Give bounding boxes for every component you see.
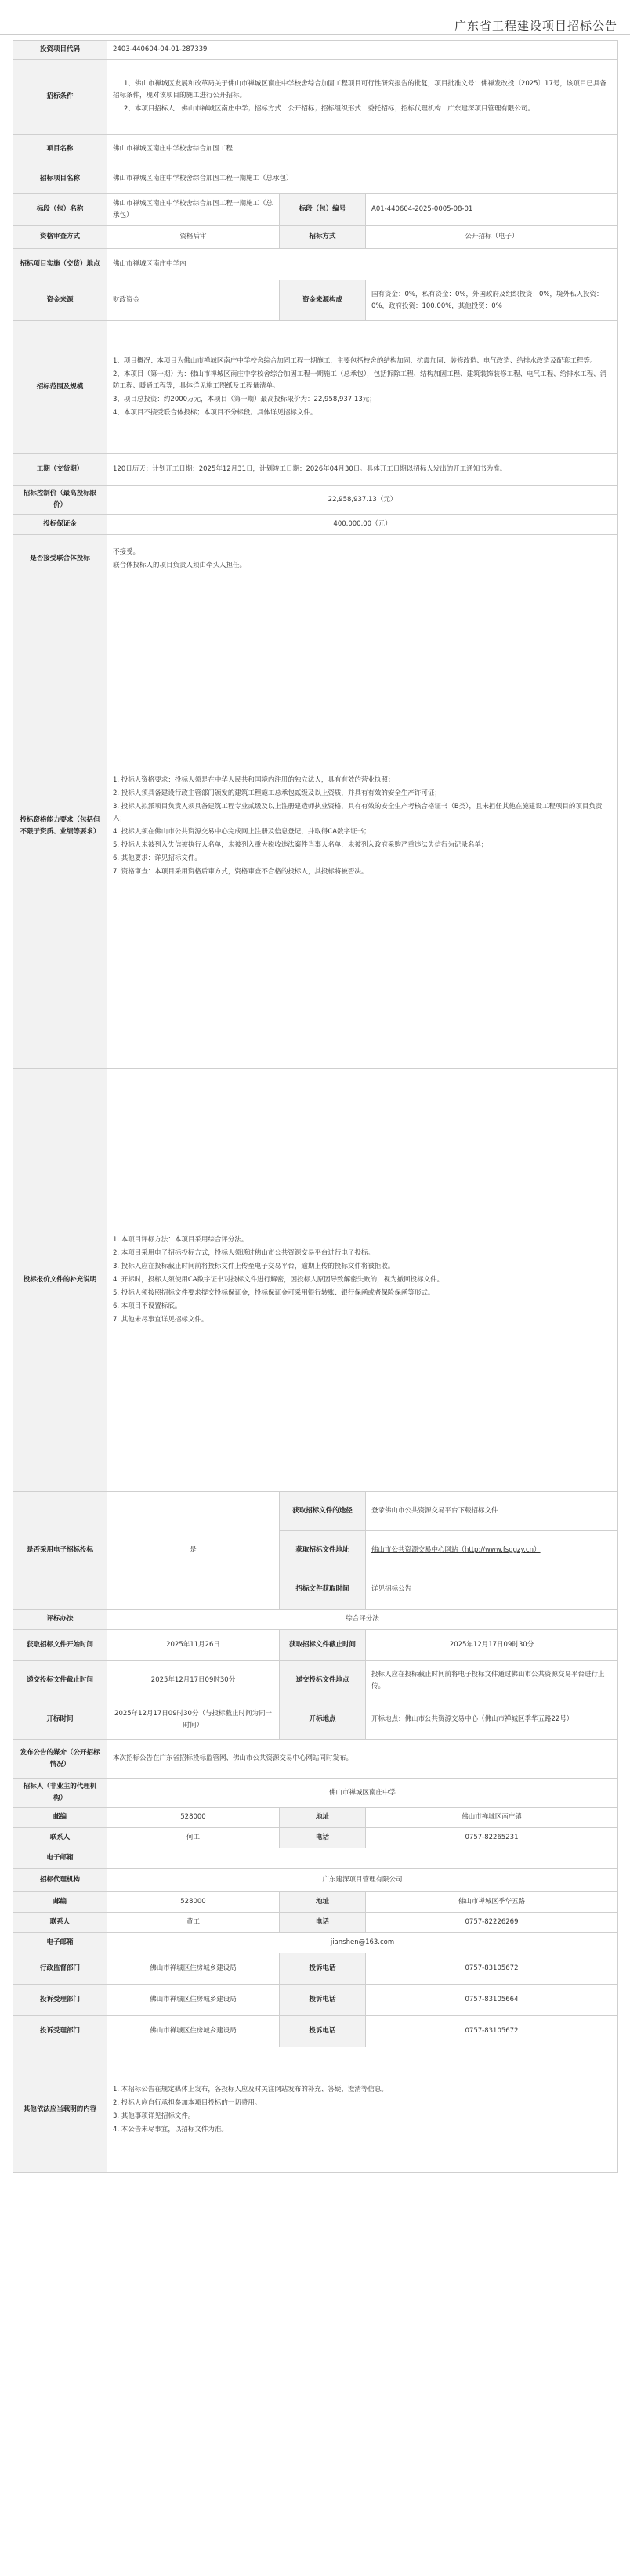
label-scope: 招标范围及规模: [13, 321, 107, 454]
label-get-doc: 获取招标文件的途径: [280, 1492, 366, 1531]
row-tenderer-info: [13, 1808, 618, 1828]
value-deposit: 400,000.00（元）: [107, 515, 618, 535]
label-bid-method: 招标方式: [280, 226, 366, 249]
joint-para: 联合体投标人的项目负责人须由牵头人担任。: [113, 561, 247, 569]
value-doc-time: 详见招标公告: [366, 1570, 618, 1610]
row-deadline: [13, 1661, 618, 1700]
label-tender-name: 招标项目名称: [13, 164, 107, 194]
value-agency-addr: 佛山市禅城区季华五路: [366, 1892, 618, 1913]
other-para: 2. 投标人应自行承担参加本项目投标的一切费用。: [113, 2098, 262, 2107]
value-supervise-phone: 0757-83105672: [366, 1953, 618, 1985]
scope-para: 4、本项目不接受联合体投标；本项目不分标段。具体详见招标文件。: [113, 409, 317, 417]
row-agency-info: [13, 1933, 618, 1953]
announcement-table: [13, 40, 618, 2173]
label-max-price: 招标控制价（最高投标限价）: [13, 486, 107, 515]
value-project-name: 佛山市禅城区南庄中学校舍综合加固工程: [107, 135, 618, 164]
label-duration: 工期（交货期）: [13, 454, 107, 486]
label-deadline: 递交投标文件截止时间: [13, 1661, 107, 1700]
page-title: 广东省工程建设项目招标公告: [454, 19, 617, 33]
label-agency-phone: 电话: [280, 1913, 366, 1933]
joint-para: 不接受。: [113, 547, 140, 556]
label-qualification: 投标资格能力要求（包括但不限于资质、业绩等要求）: [13, 583, 107, 1069]
value-tenderer-zip: 528000: [107, 1808, 280, 1828]
label-doc-time: 招标文件获取时间: [280, 1570, 366, 1610]
other-para: 1. 本招标公告在规定媒体上发布，各投标人应及时关注网站发布的补充、答疑、澄清等信息。: [113, 2085, 388, 2094]
conditions-para: 2、本项目招标人：佛山市禅城区南庄中学；招标方式：公开招标；招标组织形式：委托招标；招标代理机构：广东建深项目管理有限公司。: [124, 105, 534, 113]
value-deadline: 2025年12月17日09时30分: [107, 1661, 280, 1700]
scope-para: 1、项目概况：本项目为佛山市禅城区南庄中学校舍综合加固工程一期施工，主要包括校舍的结构加固、抗震加固、装修改造、电气改造、给排水改造及配套工程等。: [113, 357, 597, 365]
label-joint: 是否接受联合体投标: [13, 535, 107, 583]
other-para: 4. 本公告未尽事宜，以招标文件为准。: [113, 2125, 228, 2133]
qualification-para: 5. 投标人未被列入失信被执行人名单，未被列入重大税收违法案件当事人名单，未被列入政府采购严重违法失信行为记录名单；: [113, 840, 488, 849]
value-tenderer-addr: 佛山市禅城区南庄镇: [366, 1808, 618, 1828]
value-other: [107, 2047, 618, 2173]
value-agency-contact: 黄工: [107, 1913, 280, 1933]
value-get-doc: 登录佛山市公共资源交易平台下载招标文件: [366, 1492, 618, 1531]
value-submit-place: 投标人应在投标截止时间前将电子投标文件通过佛山市公共资源交易平台进行上传。: [366, 1661, 618, 1700]
label-supervise: 行政监督部门: [13, 1953, 107, 1985]
value-supervise-phone: 0757-83105672: [366, 2016, 618, 2047]
label-tenderer-email: 电子邮箱: [13, 1848, 107, 1869]
bid-method-para: 3. 投标人应在投标截止时间前将投标文件上传至电子交易平台，逾期上传的投标文件将被拒收。: [113, 1263, 395, 1270]
label-project-name: 项目名称: [13, 135, 107, 164]
qualification-para: 6. 其他要求：详见招标文件。: [113, 854, 201, 862]
label-agency-addr: 地址: [280, 1892, 366, 1913]
label-tenderer: 招标人（非业主的代理机构）: [13, 1779, 107, 1808]
bid-method-para: 4. 开标时，投标人须使用CA数字证书对投标文件进行解密，因投标人原因导致解密失败的，视为撤回投标文件。: [113, 1276, 444, 1284]
label-deposit: 投标保证金: [13, 515, 107, 535]
bid-method-para: 1. 本项目评标方法：本项目采用综合评分法。: [113, 1236, 248, 1244]
value-agency-zip: 528000: [107, 1892, 280, 1913]
row-location: [13, 249, 618, 280]
label-get-start: 获取招标文件开始时间: [13, 1630, 107, 1661]
value-doc-address[interactable]: 佛山市公共资源交易中心网站（http://www.fsggzy.cn）: [366, 1531, 618, 1570]
conditions-para: 1、佛山市禅城区发展和改革局关于佛山市禅城区南庄中学校舍综合加固工程项目可行性研究报告的批复，项目批准文号：佛禅发改投〔2025〕17号，该项目已具备招标条件，现对该项目的施工进行公开招标。: [113, 80, 606, 99]
label-publish: 发布公告的媒介（公开招标情况）: [13, 1740, 107, 1779]
value-section: 佛山市禅城区南庄中学校舍综合加固工程一期施工（总承包）: [107, 194, 280, 226]
label-supervise-phone: 投诉电话: [280, 1985, 366, 2016]
label-tenderer-addr: 地址: [280, 1808, 366, 1828]
value-open: 2025年12月17日09时30分（与投标截止时间为同一时间）: [107, 1700, 280, 1740]
row-open: [13, 1700, 618, 1740]
row-agency: [13, 1869, 618, 1892]
row-tenderer-info: [13, 1828, 618, 1848]
value-get-start: 2025年11月26日: [107, 1630, 280, 1661]
value-agency-phone: 0757-82226269: [366, 1913, 618, 1933]
value-supervise: 佛山市禅城区住房城乡建设局: [107, 1953, 280, 1985]
label-eval: 评标办法: [13, 1610, 107, 1630]
qualification-para: 2. 投标人须具备建设行政主管部门颁发的建筑工程施工总承包贰级及以上资质，并具有有效的安全生产许可证；: [113, 789, 441, 797]
value-tenderer-email: [107, 1848, 618, 1869]
value-bid-method: 公开招标（电子）: [366, 226, 618, 249]
row-project-code: [13, 41, 618, 60]
value-agency-email: jianshen@163.com: [107, 1933, 618, 1953]
row-tender-name: [13, 164, 618, 194]
value-electronic: 是: [107, 1492, 280, 1610]
value-bid-method-note: [107, 1069, 618, 1492]
value-publish: 本次招标公告在广东省招标投标监管网、佛山市公共资源交易中心网站同时发布。: [107, 1740, 618, 1779]
label-tenderer-contact: 联系人: [13, 1828, 107, 1848]
value-conditions: [107, 60, 618, 135]
row-bid-eval: [13, 226, 618, 249]
row-funding: [13, 280, 618, 321]
label-conditions: 招标条件: [13, 60, 107, 135]
value-open-place: 开标地点：佛山市公共资源交易中心（佛山市禅城区季华五路22号）: [366, 1700, 618, 1740]
label-open-place: 开标地点: [280, 1700, 366, 1740]
row-publish: [13, 1740, 618, 1779]
value-max-price: 22,958,937.13（元）: [107, 486, 618, 515]
row-electronic: [13, 1492, 618, 1531]
label-get-end: 获取招标文件截止时间: [280, 1630, 366, 1661]
row-scope: [13, 321, 618, 454]
label-bid-method-note: 投标报价文件的补充说明: [13, 1069, 107, 1492]
label-bid-eval: 资格审查方式: [13, 226, 107, 249]
row-tenderer: [13, 1779, 618, 1808]
value-agency: 广东建深项目管理有限公司: [107, 1869, 618, 1892]
row-supervise: [13, 1985, 618, 2016]
row-other: [13, 2047, 618, 2173]
row-section: [13, 194, 618, 226]
value-bid-eval: 资格后审: [107, 226, 280, 249]
row-bid-method: [13, 1069, 618, 1492]
row-agency-info: [13, 1892, 618, 1913]
row-qualification: [13, 583, 618, 1069]
value-tenderer-contact: 何工: [107, 1828, 280, 1848]
label-funding-ratio: 资金来源构成: [280, 280, 366, 321]
value-get-end: 2025年12月17日09时30分: [366, 1630, 618, 1661]
row-agency-info: [13, 1913, 618, 1933]
value-joint: [107, 535, 618, 583]
value-section-code: A01-440604-2025-0005-08-01: [366, 194, 618, 226]
label-doc-address: 获取招标文件地址: [280, 1531, 366, 1570]
label-agency-zip: 邮编: [13, 1892, 107, 1913]
value-duration: 120日历天；计划开工日期：2025年12月31日，计划竣工日期：2026年04月30日。具体开工日期以招标人发出的开工通知书为准。: [107, 454, 618, 486]
value-supervise: 佛山市禅城区住房城乡建设局: [107, 1985, 280, 2016]
label-agency-contact: 联系人: [13, 1913, 107, 1933]
label-other: 其他依法应当载明的内容: [13, 2047, 107, 2173]
qualification-para: 3. 投标人拟派项目负责人须具备建筑工程专业贰级及以上注册建造师执业资格，具有有效的安全生产考核合格证书（B类），且未担任其他在施建设工程项目的项目负责人；: [113, 802, 603, 822]
label-electronic: 是否采用电子招标投标: [13, 1492, 107, 1610]
value-funding-ratio: 国有资金：0%，私有资金：0%，外国政府及组织投资：0%，境外私人投资：0%，政府投资：100.00%，其他投资：0%: [366, 280, 618, 321]
row-project-name: [13, 135, 618, 164]
value-eval: 综合评分法: [107, 1610, 618, 1630]
row-duration: [13, 454, 618, 486]
bid-method-para: 2. 本项目采用电子招标投标方式，投标人须通过佛山市公共资源交易平台进行电子投标。: [113, 1249, 375, 1257]
label-funding: 资金来源: [13, 280, 107, 321]
row-get-time: [13, 1630, 618, 1661]
value-supervise-phone: 0757-83105664: [366, 1985, 618, 2016]
value-supervise: 佛山市禅城区住房城乡建设局: [107, 2016, 280, 2047]
label-section-code: 标段（包）编号: [280, 194, 366, 226]
row-deposit: [13, 515, 618, 535]
value-tender-name: 佛山市禅城区南庄中学校舍综合加固工程一期施工（总承包）: [107, 164, 618, 194]
label-location: 招标项目实施（交货）地点: [13, 249, 107, 280]
scope-para: 3、项目总投资：约2000万元，本项目（第一期）最高投标限价为：22,958,937.13元；: [113, 396, 376, 403]
label-supervise: 投诉受理部门: [13, 1985, 107, 2016]
label-open: 开标时间: [13, 1700, 107, 1740]
row-joint: [13, 535, 618, 583]
value-qualification: [107, 583, 618, 1069]
bid-method-para: 7. 其他未尽事宜详见招标文件。: [113, 1316, 208, 1324]
other-para: 3. 其他事项详见招标文件。: [113, 2112, 195, 2120]
row-tenderer-info: [13, 1848, 618, 1869]
page-header: [0, 0, 630, 35]
qualification-para: 7. 资格审查：本项目采用资格后审方式，资格审查不合格的投标人，其投标将被否决。: [113, 867, 368, 876]
value-tenderer: 佛山市禅城区南庄中学: [107, 1779, 618, 1808]
scope-para: 2、本项目（第一期）为：佛山市禅城区南庄中学校舍综合加固工程一期施工（总承包），包括拆除工程、结构加固工程、建筑装饰装修工程、电气工程、给排水工程、消防工程、暖通工程等，具体详见施工图纸及工程量清单。: [113, 370, 607, 390]
label-agency-email: 电子邮箱: [13, 1933, 107, 1953]
row-supervise: [13, 1953, 618, 1985]
row-conditions: [13, 60, 618, 135]
bid-method-para: 6. 本项目不设置标底。: [113, 1302, 182, 1310]
label-section: 标段（包）名称: [13, 194, 107, 226]
value-scope: [107, 321, 618, 454]
value-project-code: 2403-440604-04-01-287339: [107, 41, 618, 60]
qualification-para: 4. 投标人须在佛山市公共资源交易中心完成网上注册及信息登记，并取得CA数字证书；: [113, 827, 371, 836]
label-project-code: 投资项目代码: [13, 41, 107, 60]
qualification-para: 1. 投标人资格要求：投标人须是在中华人民共和国境内注册的独立法人，具有有效的营业执照；: [113, 775, 395, 784]
bid-method-para: 5. 投标人须按照招标文件要求提交投标保证金，投标保证金可采用银行转账、银行保函或者保险保函等形式。: [113, 1289, 435, 1297]
row-max-price: [13, 486, 618, 515]
label-agency: 招标代理机构: [13, 1869, 107, 1892]
label-supervise: 投诉受理部门: [13, 2016, 107, 2047]
row-supervise: [13, 2016, 618, 2047]
label-submit-place: 递交投标文件地点: [280, 1661, 366, 1700]
row-eval: [13, 1610, 618, 1630]
label-tenderer-zip: 邮编: [13, 1808, 107, 1828]
value-funding: 财政资金: [107, 280, 280, 321]
label-tenderer-phone: 电话: [280, 1828, 366, 1848]
value-tenderer-phone: 0757-82265231: [366, 1828, 618, 1848]
label-supervise-phone: 投诉电话: [280, 2016, 366, 2047]
label-supervise-phone: 投诉电话: [280, 1953, 366, 1985]
value-location: 佛山市禅城区南庄中学内: [107, 249, 618, 280]
